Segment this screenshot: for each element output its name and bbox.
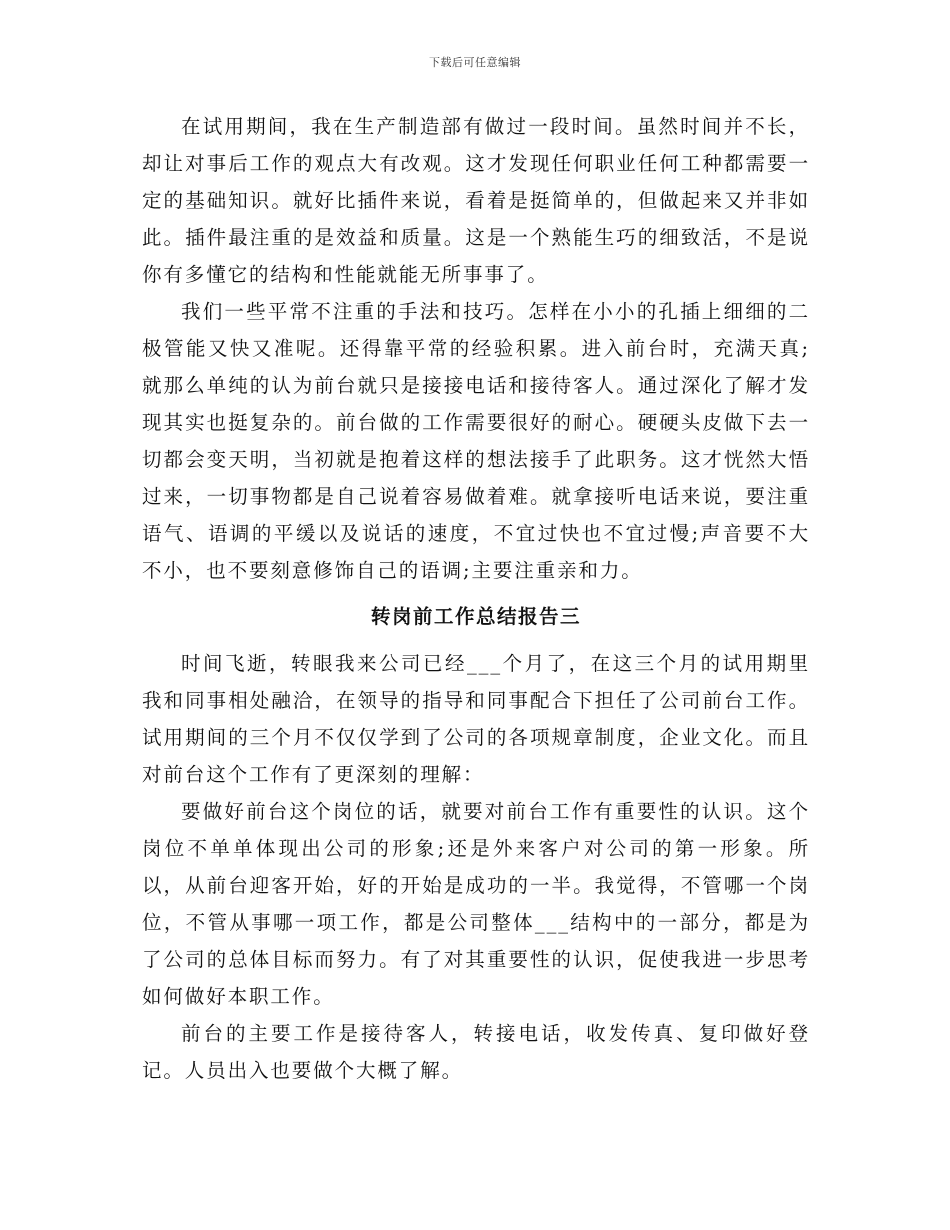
document-body (142, 108, 810, 1089)
page-header-note: 下载后可任意编辑 (429, 56, 521, 69)
paragraph-3: 时间飞逝，转眼我来公司已经___个月了，在这三个月的试用期里我和同事相处融洽，在领导的指导和同事配合下担任了公司前台工作。试用期间的三个月不仅仅学到了公司的各项规章制度，企业文化。而且对前台这个工作有了更深刻的理解： (142, 652, 810, 786)
paragraph-2: 我们一些平常不注重的手法和技巧。怎样在小小的孔插上细细的二极管能又快又准呢。还得靠平常的经验积累。进入前台时，充满天真;就那么单纯的认为前台就只是接接电话和接待客人。通过深化了解才发现其实也挺复杂的。前台做的工作需要很好的耐心。硬硬头皮做下去一切都会变天明，当初就是抱着这样的想法接手了此职务。这才恍然大悟过来，一切事物都是自己说着容易做着难。就拿接听电话来说，要注重语气、语调的平缓以及说话的速度，不宜过快也不宜过慢;声音要不大不小，也不要刻意修饰自己的语调;主要注重亲和力。 (142, 300, 810, 582)
section-title: 转岗前工作总结报告三 (370, 605, 581, 628)
paragraph-5: 前台的主要工作是接待客人，转接电话，收发传真、复印做好登记。人员出入也要做个大概了解。 (142, 1022, 810, 1082)
paragraph-1: 在试用期间，我在生产制造部有做过一段时间。虽然时间并不长，却让对事后工作的观点大有改观。这才发现任何职业任何工种都需要一定的基础知识。就好比插件来说，看着是挺简单的，但做起来又并非如此。插件最注重的是效益和质量。这是一个熟能生巧的细致活，不是说你有多懂它的结构和性能就能无所事事了。 (142, 115, 810, 286)
paragraph-4: 要做好前台这个岗位的话，就要对前台工作有重要性的认识。这个岗位不单单体现出公司的形象;还是外来客户对公司的第一形象。所以，从前台迎客开始，好的开始是成功的一半。我觉得，不管哪一个岗位，不管从事哪一项工作，都是公司整体___结构中的一部分，都是为了公司的总体目标而努力。有了对其重要性的认识，促使我进一步思考如何做好本职工作。 (142, 800, 810, 1008)
